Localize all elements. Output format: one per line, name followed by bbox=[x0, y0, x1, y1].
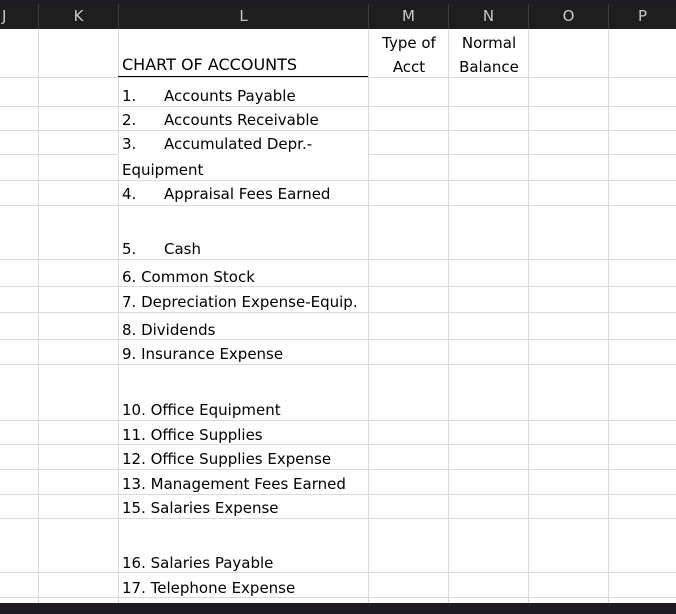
spreadsheet-grid[interactable] bbox=[0, 29, 676, 603]
account-row[interactable] bbox=[122, 240, 201, 258]
account-row[interactable]: 6. Common Stock bbox=[122, 268, 255, 286]
column-header-l[interactable]: L bbox=[119, 4, 369, 29]
account-row[interactable] bbox=[122, 87, 296, 105]
gridline-h bbox=[0, 469, 676, 470]
account-number: 1. bbox=[122, 87, 137, 105]
type-of-acct-label-2: Acct bbox=[392, 58, 426, 76]
account-row[interactable]: 12. Office Supplies Expense bbox=[122, 450, 332, 468]
gridline-v bbox=[118, 29, 119, 603]
column-header-j[interactable]: J bbox=[0, 4, 39, 29]
gridline-h bbox=[0, 286, 676, 287]
account-name: Accounts Receivable bbox=[164, 111, 319, 129]
column-header-k[interactable]: K bbox=[39, 4, 119, 29]
gridline-v bbox=[528, 29, 529, 603]
normal-balance-label-2: Balance bbox=[459, 58, 519, 76]
gridline-h bbox=[0, 106, 676, 107]
column-header-o[interactable]: O bbox=[529, 4, 609, 29]
account-name: Accumulated Depr.- bbox=[164, 135, 313, 153]
account-row[interactable]: 16. Salaries Payable bbox=[122, 554, 274, 572]
gridline-h bbox=[0, 312, 676, 313]
column-header-n[interactable]: N bbox=[449, 4, 529, 29]
normal-balance-label-1: Normal bbox=[461, 34, 517, 52]
account-row[interactable]: 17. Telephone Expense bbox=[122, 579, 296, 597]
account-row[interactable]: 15. Salaries Expense bbox=[122, 499, 279, 517]
gridline-h bbox=[0, 494, 676, 495]
window-bottom-strip bbox=[0, 603, 676, 614]
gridline-h bbox=[0, 77, 676, 78]
account-name: Accounts Payable bbox=[164, 87, 296, 105]
account-row[interactable]: 13. Management Fees Earned bbox=[122, 475, 346, 493]
chart-title: CHART OF ACCOUNTS bbox=[122, 55, 298, 74]
column-header-p[interactable]: P bbox=[637, 7, 648, 25]
account-number: 3. bbox=[122, 135, 137, 153]
gridline-v bbox=[38, 29, 39, 603]
gridline-h bbox=[0, 339, 676, 340]
gridline-h bbox=[0, 420, 676, 421]
account-number: 2. bbox=[122, 111, 137, 129]
account-number: 5. bbox=[122, 240, 137, 258]
account-row[interactable]: 11. Office Supplies bbox=[122, 426, 263, 444]
gridline-v bbox=[448, 29, 449, 603]
account-row[interactable]: 8. Dividends bbox=[122, 321, 216, 339]
account-row[interactable]: 9. Insurance Expense bbox=[122, 345, 284, 363]
title-underline bbox=[118, 76, 368, 77]
column-header-m[interactable]: M bbox=[369, 4, 449, 29]
wrapped-cell-mask bbox=[118, 154, 368, 155]
gridline-v bbox=[608, 29, 609, 603]
account-row[interactable] bbox=[122, 111, 319, 129]
gridline-v bbox=[368, 29, 369, 603]
column-header-bar bbox=[0, 4, 676, 29]
account-name: Appraisal Fees Earned bbox=[164, 185, 331, 203]
account-row[interactable] bbox=[122, 135, 312, 153]
gridline-h bbox=[0, 205, 676, 206]
account-row[interactable] bbox=[122, 185, 330, 203]
gridline-h bbox=[0, 364, 676, 365]
account-number: 4. bbox=[122, 185, 137, 203]
type-of-acct-label-1: Type of bbox=[382, 34, 436, 52]
gridline-h bbox=[0, 597, 676, 598]
gridline-h bbox=[0, 444, 676, 445]
account-row[interactable]: 7. Depreciation Expense-Equip. bbox=[122, 293, 358, 311]
gridline-h bbox=[0, 180, 676, 181]
account-row-continued[interactable]: Equipment bbox=[122, 161, 204, 179]
gridline-h bbox=[0, 518, 676, 519]
account-row[interactable]: 10. Office Equipment bbox=[122, 401, 281, 419]
account-name: Cash bbox=[164, 240, 201, 258]
gridline-h bbox=[0, 259, 676, 260]
gridline-h bbox=[0, 130, 676, 131]
gridline-h bbox=[0, 572, 676, 573]
